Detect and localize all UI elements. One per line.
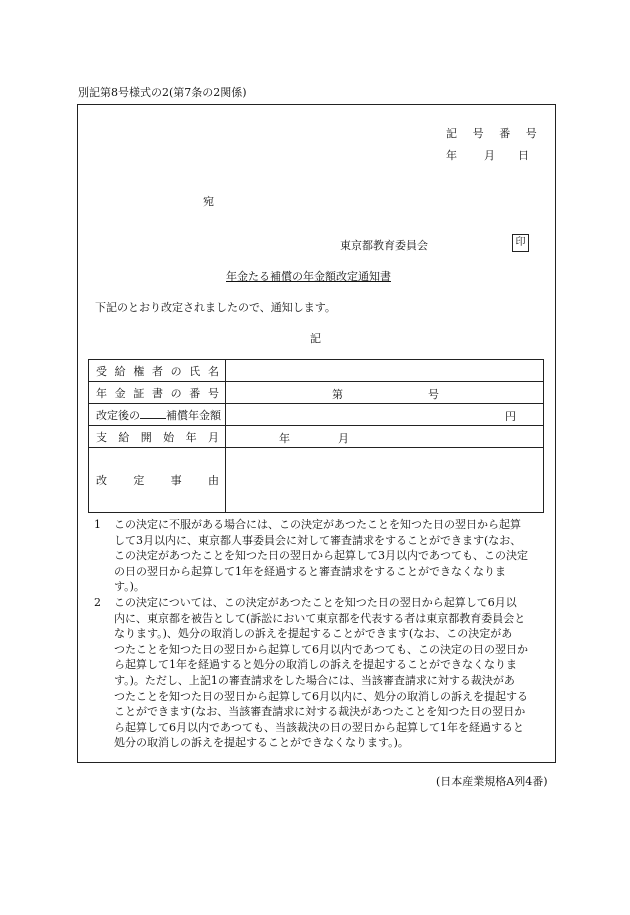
- date-line: [446, 147, 529, 163]
- recipient-name-value[interactable]: [226, 360, 544, 382]
- note-line: して3月以内に、東京都人事委員会に対して審査請求をすることができます(なお、: [114, 533, 522, 547]
- label-char: 定: [133, 474, 145, 487]
- label-char: の: [170, 364, 182, 378]
- payment-start-value[interactable]: [226, 426, 544, 448]
- note-text: [114, 595, 554, 751]
- issuer-name: 東京都教育委員会: [340, 239, 428, 252]
- payment-start-year: 年: [279, 432, 290, 445]
- date-year-label: 年: [446, 149, 457, 162]
- note-line: この決定については、この決定があつたことを知つた日の翌日から起算して6月以: [114, 595, 517, 609]
- info-table: [88, 359, 544, 513]
- note-line: 処分の取消しの訴えを提起することができなくなります。)。: [114, 736, 409, 750]
- label-char: 番: [189, 386, 201, 400]
- label-char: 氏: [189, 364, 201, 378]
- label-char: 開: [140, 430, 152, 444]
- table-row: [89, 426, 544, 448]
- label-char: 受: [96, 364, 107, 378]
- note-line: この決定に不服がある場合には、この決定があつたことを知つた日の翌日から起算: [114, 518, 521, 531]
- label-char: 名: [207, 364, 219, 378]
- label-char: 証: [133, 386, 145, 400]
- note-line: 内に、東京都を被告として(訴訟において東京都を代表する者は東京都教育委員会と: [114, 611, 526, 625]
- label-char: 金: [114, 386, 126, 400]
- document-number-label: 記 号 番 号: [446, 127, 543, 140]
- recipient-name-label: [89, 360, 226, 382]
- note-number: 2: [94, 595, 101, 609]
- table-row: [89, 360, 544, 382]
- label-char: 事: [170, 474, 182, 487]
- revision-reason-label: [89, 448, 226, 513]
- note-item: [94, 595, 554, 751]
- label-char: 支: [96, 430, 107, 444]
- note-item: [94, 517, 554, 595]
- note-line: の日の翌日から起算して1年を経過すると審査請求をすることができなくなりま: [114, 564, 506, 578]
- certificate-prefix: 第: [332, 388, 343, 401]
- label-char: 者: [151, 364, 163, 378]
- payment-start-label-text: [89, 429, 225, 445]
- table-row: [89, 448, 544, 513]
- note-line: つたことを知つた日の翌日から起算して6月以内であつても、この決定の日の翌日か: [114, 642, 528, 656]
- jis-size-note: (日本産業規格A列4番): [436, 775, 548, 788]
- note-line: す。)。: [114, 580, 145, 594]
- intro-text: 下記のとおり改定されましたので、通知します。: [95, 301, 336, 314]
- label-char: 書: [151, 386, 163, 400]
- seal-mark: 印: [512, 234, 529, 252]
- label-char: 給: [114, 364, 126, 378]
- notes-section: [94, 517, 554, 751]
- revision-reason-label-text: [89, 472, 225, 488]
- label-char: の: [170, 386, 182, 400]
- label-char: 号: [207, 386, 219, 400]
- note-line: つたことを知つた日の翌日から起算して6月以内に、処分の取消しの訴えを提起する: [114, 689, 528, 703]
- note-line: ことができます(なお、当該審査請求に対する裁決があつたことを知つた日の翌日か: [114, 705, 526, 719]
- form-number-label: 別記第8号様式の2(第7条の2関係): [78, 86, 247, 99]
- label-char: 権: [133, 364, 145, 378]
- note-number: 1: [94, 518, 101, 531]
- label-char: 年: [96, 386, 107, 400]
- label-char: 年: [185, 430, 197, 444]
- revised-amount-label-prefix: 改定後の: [96, 408, 140, 422]
- blank-underline: [140, 408, 166, 419]
- note-line: この決定があつたことを知つた日の翌日から起算して3月以内であつても、この決定: [114, 549, 528, 563]
- note-line: ら起算して1年を経過すると処分の取消しの訴えを提起することができなくなりま: [114, 658, 517, 672]
- revised-amount-label-suffix: 補償年金額: [166, 408, 221, 422]
- certificate-number-label: [89, 382, 226, 404]
- certificate-number-label-text: [89, 385, 225, 401]
- label-char: 給: [118, 430, 130, 444]
- date-day-label: 日: [518, 149, 529, 162]
- revised-amount-label: [89, 404, 226, 426]
- recipient-name-label-text: [89, 363, 225, 379]
- table-row: [89, 404, 544, 426]
- certificate-number-value[interactable]: [226, 382, 544, 404]
- label-char: 由: [207, 474, 219, 487]
- payment-start-month: 月: [338, 432, 349, 445]
- note-line: ら起算して6月以内であつても、当該裁決の日の翌日から起算して1年を経過すると: [114, 720, 524, 734]
- yen-unit: 円: [505, 410, 516, 423]
- payment-start-label: [89, 426, 226, 448]
- document-title: 年金たる補償の年金額改定通知書: [226, 270, 391, 283]
- label-char: 改: [96, 474, 107, 487]
- date-month-label: 月: [484, 149, 495, 162]
- note-line: す。)。ただし、上記1の審査請求をした場合には、当該審査請求に対する裁決があ: [114, 673, 515, 687]
- note-text: [114, 517, 554, 595]
- addressee-suffix: 宛: [203, 195, 214, 208]
- revised-amount-value[interactable]: [226, 404, 544, 426]
- note-line: なります。)、処分の取消しの訴えを提起することができます(なお、この決定があ: [114, 627, 513, 641]
- table-row: [89, 382, 544, 404]
- certificate-suffix: 号: [428, 388, 439, 401]
- ki-heading: 記: [310, 332, 321, 345]
- revision-reason-value[interactable]: [226, 448, 544, 513]
- label-char: 始: [163, 430, 175, 444]
- label-char: 月: [207, 430, 219, 444]
